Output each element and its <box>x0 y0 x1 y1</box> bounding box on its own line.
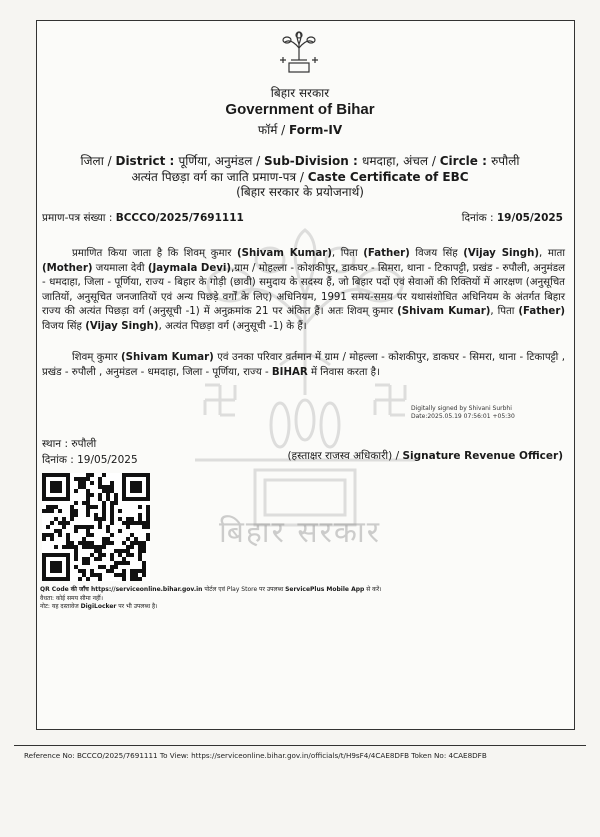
govt-name-english: Government of Bihar <box>225 101 375 118</box>
footer-divider <box>14 745 586 746</box>
place: स्थान : रुपौली <box>42 438 97 450</box>
certificate-body-paragraph-1: प्रमाणित किया जाता है कि शिवम् कुमार (Shivam Kumar), पिता (Father) विजय सिंह (Vijay Singh), माता (Mother) जयमाला देवी (Jaymala Devi),ग्राम / मोहल्ला - कोशकीपुर, डाकघर - सिमरा, थाना - टिकापट्टी, प्रखंड - रुपौली, अनुमंडल - धमदाहा, जिला - पूर्णिया, राज्य - बिहार के गोड़ी (छावी) समुदाय के सदस्य हैं, जो बिहार पदों एवं सेवाओं की रिक्तियों में आरक्षण (अनुसूचित जातियों, अनुसूचित जनजातियों एवं अन्य पिछड़े वर्गों के लिए) अधिनियम, 1991 समय-समय पर यथासंशोधित अधिनियम के अंतर्गत बिहार राज्य की अत्यंत पिछड़ा वर्ग (अनुसूची -1) में अनुक्रमांक 21 पर अंकित हैं। अतः शिवम् कुमार (Shivam Kumar), पिता (Father) विजय सिंह (Vijay Singh), अत्यंत पिछड़ा वर्ग (अनुसूची -1) के हैं। <box>42 248 565 332</box>
govt-name-hindi: बिहार सरकार <box>270 86 330 100</box>
qr-code-icon <box>42 473 150 581</box>
footer-reference: Reference No: BCCCO/2025/7691111 To View: https://serviceonline.bihar.gov.in/officials/t/H9sF4/4CAE8DFB Token No: 4CAE8DFB <box>24 751 487 760</box>
qr-note: QR Code की जाँच https://serviceonline.bihar.gov.in पोर्टल एवं Play Store पर उपलब्ध ServicePlus Mobile App से करें। वैधता: कोई समय सीमा नहीं। नोट: यह दस्तावेज DigiLocker पर भी उपलब्ध है। <box>40 586 382 610</box>
digital-signature: Digitally signed by Shivani Surbhi Date:2025.05.19 07:56:01 +05:30 <box>411 405 515 420</box>
certificate-title: अत्यंत पिछड़ा वर्ग का जाति प्रमाण-पत्र / Caste Certificate of EBC <box>131 170 469 184</box>
signature-revenue-officer: (हस्ताक्षर राजस्व अधिकारी) / Signature Revenue Officer) <box>287 450 563 462</box>
location-line: जिला / District : पूर्णिया, अनुमंडल / Sub-Division : धमदाहा, अंचल / Circle : रुपौली <box>80 154 520 168</box>
signature-date: दिनांक : 19/05/2025 <box>42 454 138 466</box>
certificate-body-paragraph-2: शिवम् कुमार (Shivam Kumar) एवं उनका परिवार वर्तमान में ग्राम / मोहल्ला - कोशकीपुर, डाकघर - सिमरा, थाना - टिकापट्टी , प्रखंड - रुपौली , अनुमंडल - धमदाहा, जिला - पूर्णिया, राज्य - BIHAR में निवास करता है। <box>42 352 565 378</box>
certificate-date: दिनांक : 19/05/2025 <box>461 212 563 224</box>
bihar-emblem-icon <box>277 30 321 76</box>
certificate-purpose: (बिहार सरकार के प्रयोजनार्थ) <box>236 185 364 199</box>
form-label: फॉर्म / Form-IV <box>257 123 343 137</box>
watermark-text: बिहार सरकार <box>218 515 382 550</box>
certificate-number: प्रमाण-पत्र संख्या : BCCCO/2025/7691111 <box>42 212 244 224</box>
